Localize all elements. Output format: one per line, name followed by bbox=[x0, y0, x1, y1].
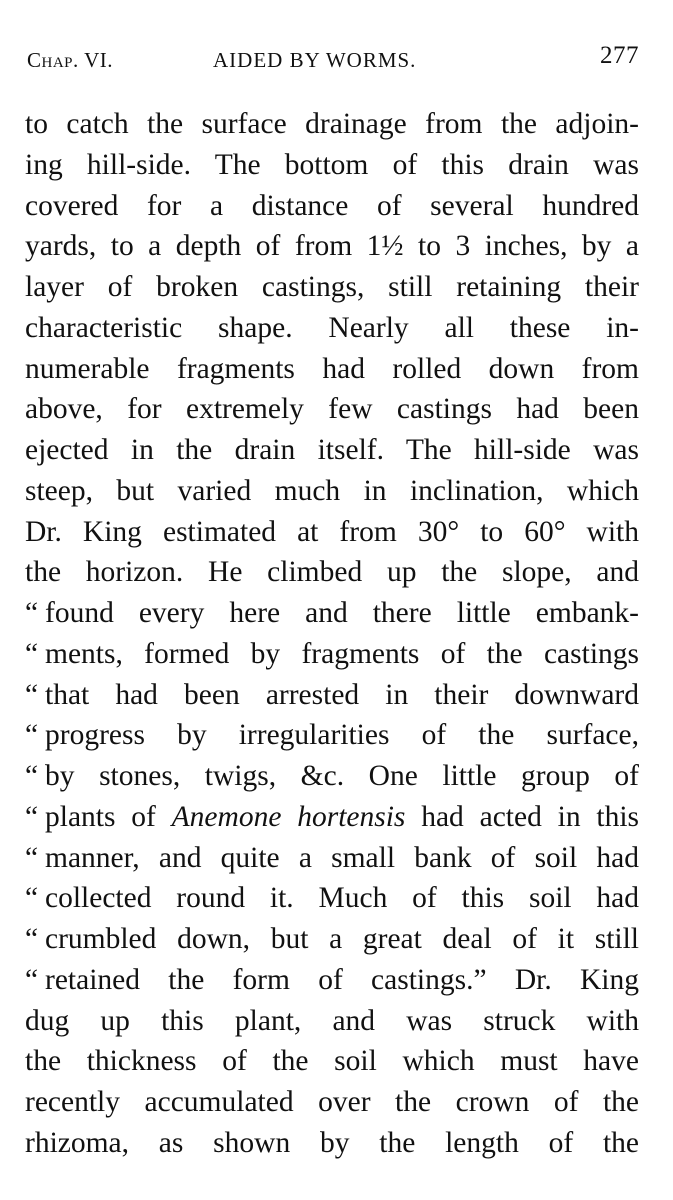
text-line bbox=[25, 512, 639, 553]
text-line bbox=[25, 267, 639, 308]
text-line bbox=[25, 471, 639, 512]
line-text-before: plants of bbox=[45, 800, 172, 833]
line-text: found every here and there little embank- bbox=[45, 597, 639, 629]
chapter-label: Chap. VI. bbox=[27, 48, 114, 72]
line-text: Dr. King estimated at from 30° to 60° with bbox=[25, 515, 639, 548]
text-line bbox=[25, 389, 639, 430]
line-text: the horizon. He climbed up the slope, and bbox=[25, 556, 639, 589]
quote-mark: “ bbox=[25, 719, 39, 752]
quote-mark: “ bbox=[25, 678, 39, 711]
line-text: progress by irregularities of the surface, bbox=[45, 719, 639, 752]
line-text: manner, and quite a small bank of soil had bbox=[45, 841, 639, 874]
quote-mark: “ bbox=[25, 760, 39, 792]
quoted-line bbox=[25, 593, 639, 634]
line-text: ejected in the drain itself. The hill-side was bbox=[25, 434, 639, 466]
quoted-line bbox=[25, 838, 639, 879]
line-text: that had been arrested in their downward bbox=[45, 678, 639, 711]
quote-mark: “ bbox=[25, 923, 39, 955]
page-number: 277 bbox=[600, 42, 639, 69]
text-line bbox=[25, 226, 639, 267]
line-text: ing hill-side. The bottom of this drain was bbox=[25, 148, 639, 181]
line-text: the thickness of the soil which must have bbox=[25, 1045, 639, 1078]
quoted-line bbox=[25, 878, 639, 919]
text-line bbox=[25, 1041, 639, 1082]
text-line bbox=[25, 1001, 639, 1042]
body-text bbox=[25, 104, 639, 1164]
running-header bbox=[27, 42, 639, 74]
text-line bbox=[25, 1082, 639, 1123]
quoted-line bbox=[25, 756, 639, 797]
line-text: above, for extremely few castings had been bbox=[25, 393, 639, 426]
line-text: rhizoma, as shown by the length of the bbox=[25, 1126, 639, 1159]
line-text: yards, to a depth of from 1½ to 3 inches, by a bbox=[25, 230, 639, 263]
running-title: AIDED BY WORMS. bbox=[213, 48, 417, 72]
line-text-after: had acted in this bbox=[405, 800, 640, 833]
quote-mark: “ bbox=[25, 637, 39, 670]
text-line bbox=[25, 186, 639, 227]
quoted-line bbox=[25, 797, 639, 838]
quoted-line bbox=[25, 634, 639, 675]
quote-mark: “ bbox=[25, 597, 39, 629]
quoted-line bbox=[25, 919, 639, 960]
line-text: steep, but varied much in inclination, which bbox=[25, 474, 639, 507]
text-line bbox=[25, 104, 639, 145]
line-text: to catch the surface drainage from the adjoin- bbox=[25, 108, 639, 140]
text-line bbox=[25, 349, 639, 390]
text-line bbox=[25, 308, 639, 349]
line-text: crumbled down, but a great deal of it still bbox=[45, 923, 639, 955]
quote-mark: “ bbox=[25, 882, 39, 915]
line-text: numerable fragments had rolled down from bbox=[25, 352, 639, 385]
text-line bbox=[25, 145, 639, 186]
line-text: covered for a distance of several hundred bbox=[25, 189, 639, 222]
quote-mark: “ bbox=[25, 963, 39, 996]
line-text: dug up this plant, and was struck with bbox=[25, 1004, 639, 1037]
line-text: characteristic shape. Nearly all these in- bbox=[25, 311, 639, 344]
quote-mark: “ bbox=[25, 800, 39, 833]
line-text: retained the form of castings.” Dr. King bbox=[45, 963, 639, 996]
species-name: Anemone hortensis bbox=[171, 800, 406, 833]
quote-mark: “ bbox=[25, 841, 39, 874]
quoted-line bbox=[25, 715, 639, 756]
line-text: by stones, twigs, &c. One little group of bbox=[45, 760, 639, 792]
line-text: ments, formed by fragments of the castings bbox=[45, 637, 639, 670]
line-text: layer of broken castings, still retaining their bbox=[25, 271, 639, 303]
text-line bbox=[25, 1123, 639, 1164]
line-text: recently accumulated over the crown of the bbox=[25, 1086, 639, 1118]
line-text: collected round it. Much of this soil had bbox=[45, 882, 639, 915]
quoted-line bbox=[25, 675, 639, 716]
text-line bbox=[25, 552, 639, 593]
quoted-line bbox=[25, 960, 639, 1001]
text-line bbox=[25, 430, 639, 471]
